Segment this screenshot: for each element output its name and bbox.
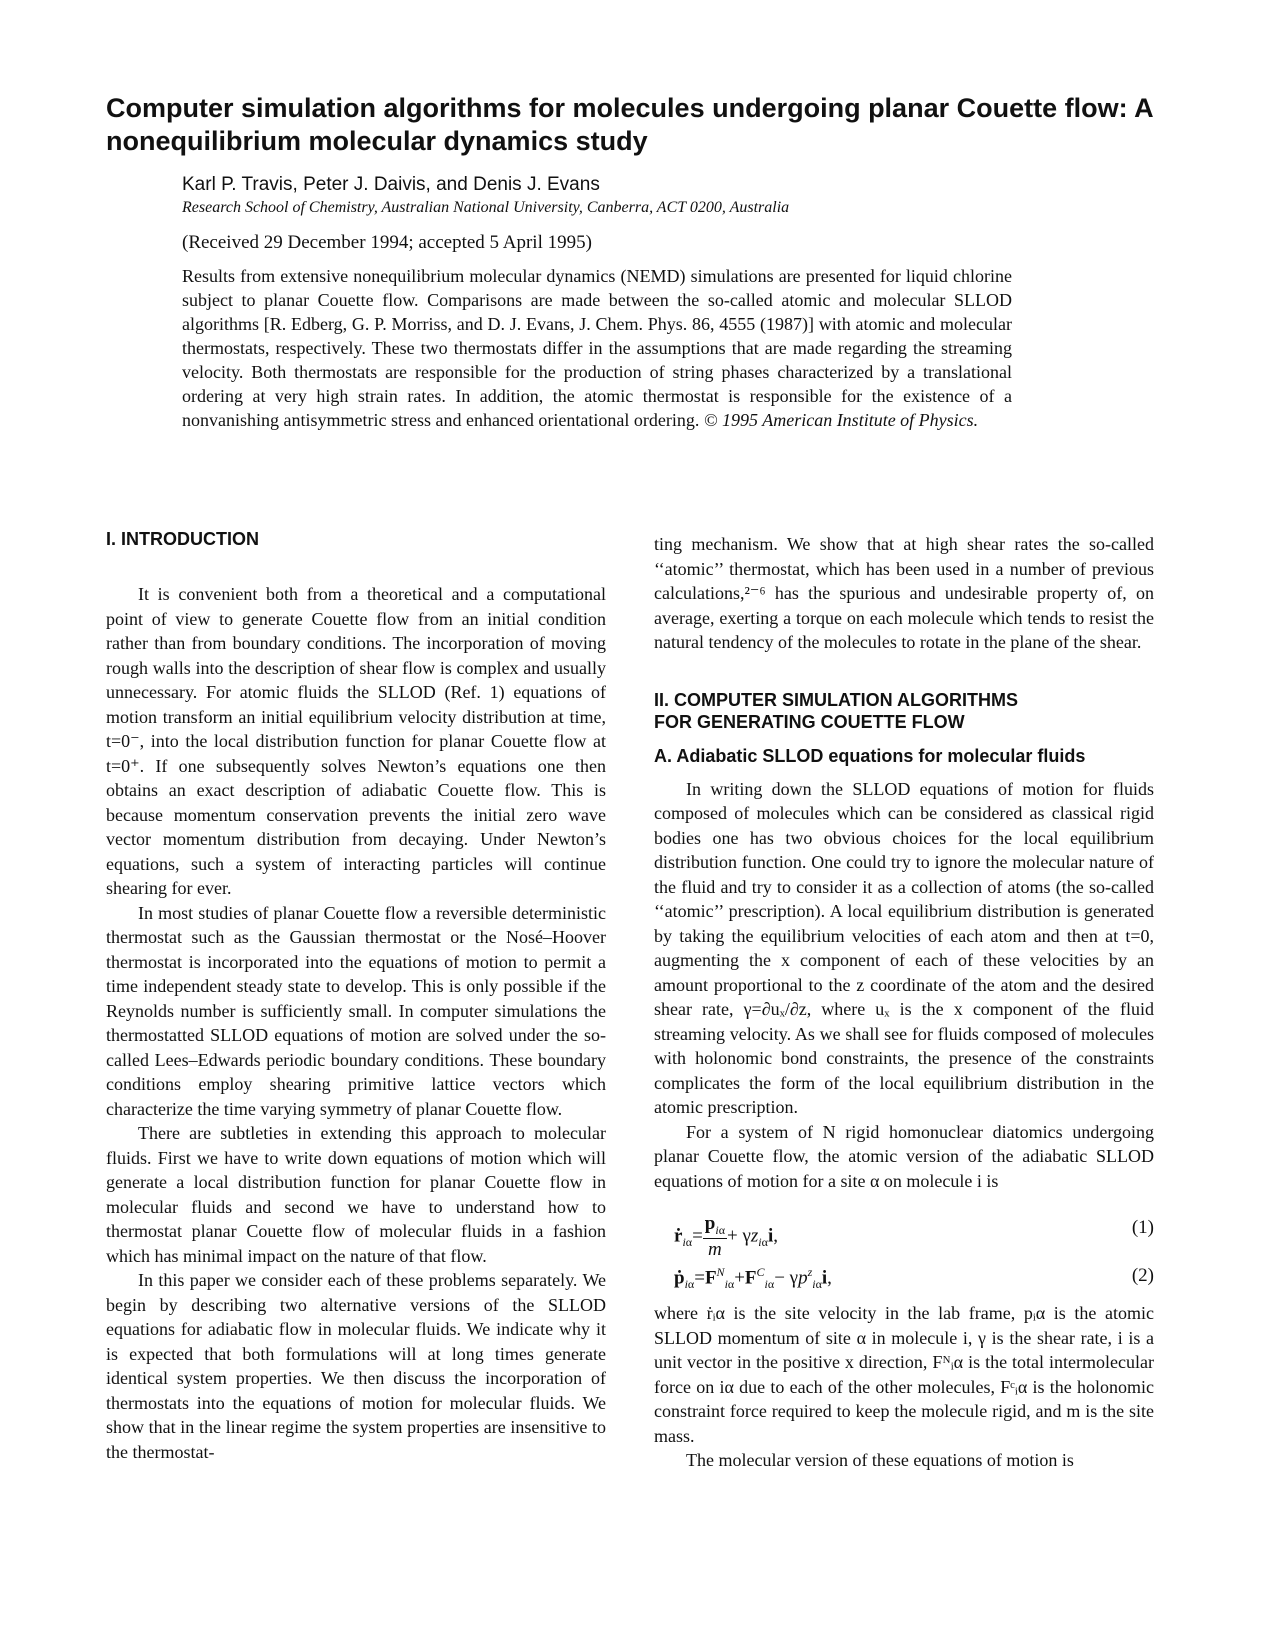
author-list: Karl P. Travis, Peter J. Daivis, and Denis J. Evans — [182, 174, 600, 195]
equation-1 — [654, 1205, 1154, 1260]
section-heading-algorithms — [654, 689, 1154, 733]
abstract — [182, 264, 1012, 432]
subsection-heading: A. Adiabatic SLLOD equations for molecular fluids — [654, 745, 1086, 766]
affiliation: Research School of Chemistry, Australian National University, Canberra, ACT 0200, Australia — [182, 199, 790, 216]
section-heading-introduction: I. INTRODUCTION — [106, 529, 259, 549]
intro-paragraph-4: In this paper we consider each of these problems separately. We begin by describing two alternative versions of the SLLOD equations for adiabatic flow in molecular fluids. We indicate why it is expected that both formulations will at long times generate identical system properties. We then discuss the incorporation of thermostats into the equations of motion for molecular fluids. We show that in the linear regime the system properties are insensitive to the thermostat- — [106, 1270, 606, 1462]
section2-paragraph-1: In writing down the SLLOD equations of motion for fluids composed of molecules which can be considered as classical rigid bodies one has two obvious choices for the local equilibrium distribution function. One could try to ignore the molecular nature of the fluid and try to consider it as a collection of atoms (the so-called ‘‘atomic’’ prescription). A local equilibrium distribution is generated by taking the equilibrium velocities of each atom and then at t=0, augmenting the x component of each of these velocities by an amount proportional to the z coordinate of the atom and the desired shear rate, γ=∂uₓ/∂z, where uₓ is the x component of the fluid streaming velocity. As we shall see for fluids composed of molecules with holonomic bond constraints, the presence of the constraints complicates the form of the local equilibrium distribution in the atomic prescription. — [654, 778, 1154, 1117]
left-column — [106, 528, 606, 1464]
received-date: (Received 29 December 1994; accepted 5 April 1995) — [182, 232, 592, 253]
section-heading-line-1: II. COMPUTER SIMULATION ALGORITHMS — [654, 689, 1018, 710]
intro-paragraph-5: ting mechanism. We show that at high shear rates the so-called ‘‘atomic’’ thermostat, which has been used in a number of previous calculations,²⁻⁶ has the spurious and undesirable property of, on average, exerting a torque on each molecule which tends to resist the natural tendency of the molecules to rotate in the plane of the shear. — [654, 534, 1154, 652]
section2-paragraph-2: For a system of N rigid homonuclear diatomics undergoing planar Couette flow, the atomic version of the adiabatic SLLOD equations of motion for a site α on molecule i is — [654, 1121, 1154, 1191]
right-column — [654, 532, 1154, 1473]
equation-1-body: ṙ$_{i\alpha}$= $\frac{p_{i\alpha}}{m}$ + $\gamma z_{i\alpha}i$, — [674, 1213, 778, 1260]
section2-paragraph-4: The molecular version of these equations of motion is — [686, 1450, 1074, 1470]
intro-paragraph-1: It is convenient both from a theoretical and a computational point of view to generate Couette flow from an initial condition rather than from boundary conditions. The incorporation of moving rough walls into the description of shear flow is complex and usually unnecessary. For atomic fluids the SLLOD (Ref. 1) equations of motion transform an initial equilibrium velocity distribution at time, t=0⁻, into the local distribution function for planar Couette flow at t=0⁺. If one subsequently solves Newton’s equations one then obtains an exact description of adiabatic Couette flow. This is because momentum conservation prevents the initial zero wave vector momentum distribution from decaying. Under Newton’s equations, such a system of interacting particles will continue shearing for ever. — [106, 584, 606, 898]
copyright-notice: © 1995 American Institute of Physics. — [703, 410, 979, 430]
equation-2-body: $ṗ_{i\alpha}=F^N_{i\alpha}+F^C_{i\alpha}- \gamma p^z_{i\alpha}i$, — [674, 1265, 832, 1292]
equation-1-number: (1) — [1131, 1217, 1154, 1238]
equation-2 — [654, 1261, 1154, 1301]
paper-title: Computer simulation algorithms for molecules undergoing planar Couette flow: A nonequilibrium molecular dynamics study — [106, 93, 1153, 156]
intro-paragraph-3: There are subtleties in extending this approach to molecular fluids. First we have to write down equations of motion which will generate a local distribution function for planar Couette flow in molecular fluids and second we have to understand how to thermostat planar Couette flow of molecular fluids in a fashion which has minimal impact on the nature of that flow. — [106, 1123, 606, 1266]
abstract-text: Results from extensive nonequilibrium molecular dynamics (NEMD) simulations are presented for liquid chlorine subject to planar Couette flow. Comparisons are made between the so-called atomic and molecular SLLOD algorithms [R. Edberg, G. P. Morriss, and D. J. Evans, J. Chem. Phys. 86, 4555 (1987)] with atomic and molecular thermostats, respectively. These two thermostats differ in the assumptions that are made regarding the streaming velocity. Both thermostats are responsible for the production of string phases characterized by a translational ordering at very high strain rates. In addition, the atomic thermostat is responsible for the existence of a nonvanishing antisymmetric stress and enhanced orientational ordering. — [182, 266, 1012, 430]
intro-paragraph-2: In most studies of planar Couette flow a reversible deterministic thermostat such as the Gaussian thermostat or the Nosé–Hoover thermostat is incorporated into the equations of motion to permit a time independent steady state to develop. This is only possible if the Reynolds number is sufficiently small. In computer simulations the thermostatted SLLOD equations of motion are solved under the so-called Lees–Edwards periodic boundary conditions. These boundary conditions employ shearing primitive lattice vectors which characterize the time varying symmetry of planar Couette flow. — [106, 902, 606, 1119]
section-heading-line-2: FOR GENERATING COUETTE FLOW — [654, 711, 965, 732]
section2-paragraph-3: where ṙᵢα is the site velocity in the lab frame, pᵢα is the atomic SLLOD momentum of site α in molecule i, γ is the shear rate, i is a unit vector in the positive x direction, Fᴺᵢα is the total intermolecular force on iα due to each of the other molecules, Fᶜᵢα is the holonomic constraint force required to keep the molecule rigid, and m is the site mass. — [654, 1303, 1154, 1446]
equation-2-number: (2) — [1131, 1265, 1154, 1286]
